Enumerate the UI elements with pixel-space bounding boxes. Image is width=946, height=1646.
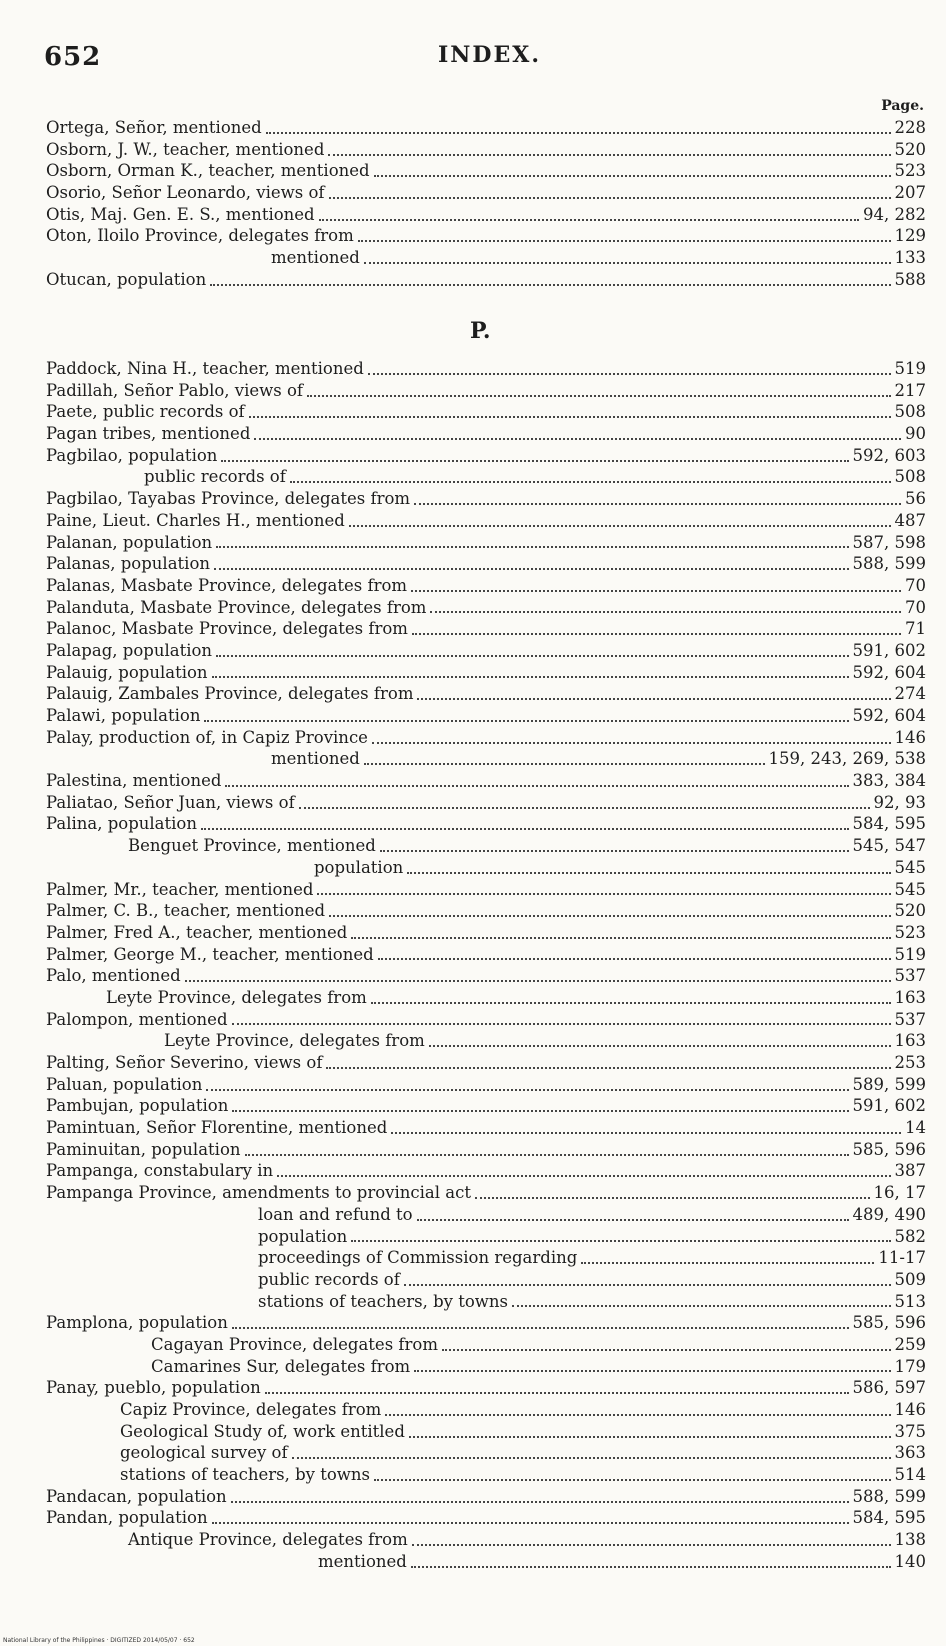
dot-leader xyxy=(214,568,849,570)
entry-pages: 253 xyxy=(894,1053,926,1072)
dot-leader xyxy=(290,481,891,483)
section-letter: P. xyxy=(470,318,491,344)
index-entry xyxy=(46,901,926,923)
entry-term: Palmer, Fred A., teacher, mentioned xyxy=(46,922,348,942)
index-entry xyxy=(46,1053,926,1075)
entry-pages: 584, 595 xyxy=(852,814,926,834)
dot-leader xyxy=(411,1566,891,1568)
index-entry xyxy=(46,836,926,858)
dot-leader xyxy=(326,1067,890,1069)
footer-stamp: National Library of the Philippines · DIGITIZED 2014/05/07 · 652 xyxy=(3,1637,195,1644)
entry-term: stations of teachers, by towns xyxy=(258,1291,509,1311)
index-entry xyxy=(46,814,926,836)
entry-pages: 129 xyxy=(894,226,926,246)
dot-leader xyxy=(216,546,848,548)
entry-pages: 375 xyxy=(894,1421,926,1441)
dot-leader xyxy=(380,850,849,852)
index-entry xyxy=(46,771,926,793)
index-entry xyxy=(46,533,926,555)
dot-leader xyxy=(299,807,870,809)
entry-pages: 513 xyxy=(894,1291,926,1311)
index-entry xyxy=(46,161,926,183)
dot-leader xyxy=(249,416,891,418)
index-entry xyxy=(46,467,926,489)
entry-term: Palina, population xyxy=(46,814,197,834)
entry-term: Benguet Province, mentioned xyxy=(128,836,376,856)
index-entry xyxy=(46,554,926,576)
page-number: 652 xyxy=(44,42,102,72)
index-entry xyxy=(46,728,926,750)
index-entry xyxy=(46,684,926,706)
index-entry xyxy=(46,489,926,511)
dot-leader xyxy=(371,1002,891,1004)
index-entry xyxy=(46,1031,926,1053)
entry-term: Paete, public records of xyxy=(46,402,245,422)
dot-leader xyxy=(292,1457,891,1459)
entry-term: proceedings of Commission regarding xyxy=(258,1248,578,1268)
entry-term: Palmer, Mr., teacher, mentioned xyxy=(46,879,314,899)
entry-pages: 592, 603 xyxy=(852,445,926,465)
entry-pages: 591, 602 xyxy=(852,1096,926,1116)
index-entry xyxy=(46,1270,926,1292)
entry-pages: 582 xyxy=(894,1226,926,1246)
dot-leader xyxy=(364,262,891,264)
index-entry xyxy=(46,1183,926,1205)
entry-pages: 146 xyxy=(894,1400,926,1419)
dot-leader xyxy=(374,1479,890,1481)
entry-pages: 259 xyxy=(894,1334,926,1354)
dot-leader xyxy=(411,590,901,592)
index-entry xyxy=(46,446,926,468)
entry-pages: 70 xyxy=(905,575,926,595)
entry-term: Padillah, Señor Pablo, views of xyxy=(46,380,304,400)
entry-pages: 217 xyxy=(894,380,926,400)
dot-leader xyxy=(212,676,849,678)
entry-term: Palting, Señor Severino, views of xyxy=(46,1053,323,1072)
index-entry xyxy=(46,1335,926,1357)
entry-term: Palay, production of, in Capiz Province xyxy=(46,727,368,747)
dot-leader xyxy=(442,1349,891,1351)
entry-pages: 228 xyxy=(894,118,926,137)
dot-leader xyxy=(329,915,890,917)
dot-leader xyxy=(414,503,901,505)
dot-leader xyxy=(185,980,891,982)
index-entry xyxy=(46,511,926,533)
dot-leader xyxy=(351,937,890,939)
entry-term: Oton, Iloilo Province, delegates from xyxy=(46,226,354,246)
index-entry xyxy=(46,1010,926,1032)
dot-leader xyxy=(412,633,901,635)
entry-term: Pampanga Province, amendments to provincial act xyxy=(46,1183,471,1203)
index-entry xyxy=(46,880,926,902)
index-entry xyxy=(46,359,926,381)
index-entry xyxy=(46,1422,926,1444)
entry-pages: 545 xyxy=(894,857,926,877)
index-entry xyxy=(46,1357,926,1379)
index-entry xyxy=(46,641,926,663)
entry-term: Pagan tribes, mentioned xyxy=(46,424,251,444)
entry-term: Capiz Province, delegates from xyxy=(120,1400,382,1419)
dot-leader xyxy=(201,828,849,830)
entry-term: Pagbilao, Tayabas Province, delegates from xyxy=(46,489,411,509)
entry-term: Paliatao, Señor Juan, views of xyxy=(46,792,295,812)
index-entry xyxy=(46,270,926,292)
entry-pages: 274 xyxy=(894,684,926,704)
dot-leader xyxy=(266,132,891,134)
entry-pages: 520 xyxy=(894,139,926,159)
entry-term: Otucan, population xyxy=(46,269,207,289)
index-entry xyxy=(46,1508,926,1530)
index-entry xyxy=(46,1313,926,1335)
index-entry xyxy=(46,749,926,771)
entry-pages: 584, 595 xyxy=(852,1508,926,1528)
entry-pages: 71 xyxy=(905,619,926,639)
entry-term: Pandan, population xyxy=(46,1508,208,1528)
dot-leader xyxy=(372,742,891,744)
index-entry xyxy=(46,1292,926,1314)
entry-term: Palmer, George M., teacher, mentioned xyxy=(46,944,374,964)
dot-leader xyxy=(216,655,848,657)
index-entry xyxy=(46,793,926,815)
index-entry xyxy=(46,118,926,140)
entry-term: mentioned xyxy=(318,1551,407,1571)
entry-term: Pandacan, population xyxy=(46,1486,227,1506)
dot-leader xyxy=(349,525,891,527)
entry-term: Camarines Sur, delegates from xyxy=(151,1356,411,1376)
dot-leader xyxy=(329,197,891,199)
entry-term: Pagbilao, population xyxy=(46,445,218,465)
entry-term: Paddock, Nina H., teacher, mentioned xyxy=(46,359,364,378)
entry-pages: 159, 243, 269, 538 xyxy=(768,749,926,769)
entry-term: Geological Study of, work entitled xyxy=(120,1421,405,1441)
entry-term: Pampanga, constabulary in xyxy=(46,1161,274,1181)
dot-leader xyxy=(232,1327,849,1329)
entry-term: Osborn, Orman K., teacher, mentioned xyxy=(46,161,370,181)
index-entry xyxy=(46,1096,926,1118)
index-entry xyxy=(46,598,926,620)
entry-term: Palo, mentioned xyxy=(46,966,181,986)
index-entry xyxy=(46,1530,926,1552)
entry-pages: 523 xyxy=(894,922,926,942)
dot-leader xyxy=(368,373,891,375)
entry-term: Paminuitan, population xyxy=(46,1139,241,1159)
dot-leader xyxy=(407,872,890,874)
entry-pages: 70 xyxy=(905,597,926,617)
dot-leader xyxy=(307,395,890,397)
entry-pages: 138 xyxy=(894,1530,926,1550)
entry-term: Cagayan Province, delegates from xyxy=(151,1334,438,1354)
index-entry xyxy=(46,923,926,945)
index-entry xyxy=(46,945,926,967)
entry-pages: 508 xyxy=(894,402,926,422)
entry-pages: 383, 384 xyxy=(852,771,926,791)
dot-leader xyxy=(409,1436,891,1438)
entry-pages: 94, 282 xyxy=(863,204,926,224)
entry-term: Palanas, population xyxy=(46,554,211,574)
entry-term: Palanan, population xyxy=(46,532,213,552)
entry-pages: 133 xyxy=(894,248,926,268)
entry-pages: 489, 490 xyxy=(852,1204,926,1224)
entry-pages: 537 xyxy=(894,966,926,986)
entry-term: Palawi, population xyxy=(46,706,201,725)
index-entry xyxy=(46,424,926,446)
entry-pages: 591, 602 xyxy=(852,640,926,660)
entry-term: Leyte Province, delegates from xyxy=(164,1031,425,1051)
page-title: INDEX. xyxy=(438,42,541,68)
entry-term: Osborn, J. W., teacher, mentioned xyxy=(46,139,325,159)
index-entry xyxy=(46,966,926,988)
dot-leader xyxy=(206,1089,848,1091)
entry-pages: 537 xyxy=(894,1009,926,1029)
index-entry xyxy=(46,1465,926,1487)
index-block-p xyxy=(46,359,926,1574)
entry-pages: 545, 547 xyxy=(852,836,926,856)
entry-pages: 14 xyxy=(905,1118,926,1138)
entry-pages: 509 xyxy=(894,1269,926,1289)
index-entry xyxy=(46,1205,926,1227)
entry-pages: 592, 604 xyxy=(852,662,926,682)
entry-term: public records of xyxy=(258,1269,400,1289)
entry-pages: 523 xyxy=(894,161,926,181)
entry-pages: 387 xyxy=(894,1161,926,1181)
entry-pages: 519 xyxy=(894,944,926,964)
entry-term: Pamintuan, Señor Florentine, mentioned xyxy=(46,1118,388,1138)
entry-pages: 585, 596 xyxy=(852,1139,926,1159)
index-entry xyxy=(46,1378,926,1400)
entry-term: loan and refund to xyxy=(258,1204,413,1224)
entry-pages: 585, 596 xyxy=(852,1313,926,1333)
dot-leader xyxy=(581,1262,874,1264)
index-entry xyxy=(46,706,926,728)
entry-term: Palapag, population xyxy=(46,640,213,660)
entry-pages: 56 xyxy=(905,489,926,509)
entry-pages: 90 xyxy=(905,424,926,444)
dot-leader xyxy=(414,1370,890,1372)
entry-pages: 514 xyxy=(894,1465,926,1485)
entry-term: Palestina, mentioned xyxy=(46,771,222,791)
dot-leader xyxy=(317,893,890,895)
entry-pages: 588 xyxy=(894,269,926,289)
dot-leader xyxy=(385,1414,890,1416)
dot-leader xyxy=(351,1240,890,1242)
entry-term: Palauig, population xyxy=(46,662,208,682)
entry-term: Palanduta, Masbate Province, delegates from xyxy=(46,597,427,617)
entry-term: Ortega, Señor, mentioned xyxy=(46,118,262,137)
index-entry xyxy=(46,1552,926,1574)
dot-leader xyxy=(374,175,891,177)
entry-pages: 207 xyxy=(894,183,926,203)
entry-term: Leyte Province, delegates from xyxy=(106,987,367,1007)
dot-leader xyxy=(204,720,848,722)
entry-term: Palanas, Masbate Province, delegates from xyxy=(46,575,408,595)
index-entry xyxy=(46,1140,926,1162)
dot-leader xyxy=(265,1392,849,1394)
index-entry xyxy=(46,248,926,270)
entry-pages: 588, 599 xyxy=(852,1486,926,1506)
index-entry xyxy=(46,183,926,205)
dot-leader xyxy=(254,438,901,440)
dot-leader xyxy=(245,1154,849,1156)
index-entry xyxy=(46,1075,926,1097)
entry-pages: 16, 17 xyxy=(873,1183,926,1203)
index-entry xyxy=(46,1118,926,1140)
entry-term: population xyxy=(314,857,404,877)
index-entry xyxy=(46,1487,926,1509)
dot-leader xyxy=(231,1501,849,1503)
entry-pages: 163 xyxy=(894,987,926,1007)
entry-term: stations of teachers, by towns xyxy=(120,1465,371,1485)
entry-pages: 163 xyxy=(894,1031,926,1051)
entry-pages: 146 xyxy=(894,727,926,747)
dot-leader xyxy=(417,698,890,700)
index-entry xyxy=(46,381,926,403)
entry-pages: 587, 598 xyxy=(852,532,926,552)
dot-leader xyxy=(475,1197,870,1199)
entry-pages: 140 xyxy=(894,1551,926,1571)
entry-term: mentioned xyxy=(271,248,360,268)
entry-term: Osorio, Señor Leonardo, views of xyxy=(46,183,325,203)
index-entry xyxy=(46,1227,926,1249)
entry-term: Paluan, population xyxy=(46,1074,203,1094)
dot-leader xyxy=(412,1544,891,1546)
index-entry xyxy=(46,1443,926,1465)
dot-leader xyxy=(225,785,848,787)
entry-term: Palanoc, Masbate Province, delegates from xyxy=(46,619,408,639)
dot-leader xyxy=(232,1110,848,1112)
index-entry xyxy=(46,1400,926,1422)
dot-leader xyxy=(212,1522,849,1524)
index-entry xyxy=(46,663,926,685)
dot-leader xyxy=(277,1175,890,1177)
index-entry xyxy=(46,619,926,641)
entry-term: Panay, pueblo, population xyxy=(46,1378,261,1398)
dot-leader xyxy=(364,763,765,765)
entry-term: public records of xyxy=(144,467,286,487)
index-entry xyxy=(46,205,926,227)
dot-leader xyxy=(328,154,890,156)
entry-pages: 589, 599 xyxy=(852,1074,926,1094)
dot-leader xyxy=(512,1305,890,1307)
entry-pages: 520 xyxy=(894,901,926,921)
dot-leader xyxy=(429,1045,891,1047)
entry-term: Palauig, Zambales Province, delegates from xyxy=(46,684,414,704)
index-entry xyxy=(46,1248,926,1270)
entry-term: Pamplona, population xyxy=(46,1313,228,1333)
index-entry xyxy=(46,988,926,1010)
dot-leader xyxy=(378,958,891,960)
page-column-label: Page. xyxy=(881,98,924,114)
entry-term: Otis, Maj. Gen. E. S., mentioned xyxy=(46,204,315,224)
index-entry xyxy=(46,1161,926,1183)
entry-term: Palmer, C. B., teacher, mentioned xyxy=(46,901,326,921)
entry-pages: 11-17 xyxy=(878,1248,926,1268)
dot-leader xyxy=(404,1284,891,1286)
dot-leader xyxy=(358,240,891,242)
entry-pages: 545 xyxy=(894,879,926,899)
dot-leader xyxy=(232,1023,891,1025)
dot-leader xyxy=(417,1219,849,1221)
entry-pages: 508 xyxy=(894,467,926,487)
index-entry xyxy=(46,576,926,598)
entry-term: population xyxy=(258,1226,348,1246)
entry-term: geological survey of xyxy=(120,1443,288,1463)
entry-pages: 519 xyxy=(894,359,926,378)
dot-leader xyxy=(210,284,890,286)
entry-term: Pambujan, population xyxy=(46,1096,229,1116)
index-entry xyxy=(46,226,926,248)
entry-pages: 487 xyxy=(894,510,926,530)
entry-pages: 363 xyxy=(894,1443,926,1463)
entry-term: Palompon, mentioned xyxy=(46,1009,228,1029)
index-block-o xyxy=(46,118,926,292)
dot-leader xyxy=(319,219,859,221)
entry-term: mentioned xyxy=(271,749,360,769)
index-entry xyxy=(46,402,926,424)
entry-pages: 179 xyxy=(894,1356,926,1376)
entry-pages: 588, 599 xyxy=(852,554,926,574)
entry-term: Paine, Lieut. Charles H., mentioned xyxy=(46,510,345,530)
entry-pages: 592, 604 xyxy=(852,706,926,725)
dot-leader xyxy=(391,1132,901,1134)
dot-leader xyxy=(430,611,901,613)
dot-leader xyxy=(221,460,848,462)
entry-pages: 586, 597 xyxy=(852,1378,926,1398)
index-entry xyxy=(46,858,926,880)
entry-pages: 92, 93 xyxy=(873,792,926,812)
entry-term: Antique Province, delegates from xyxy=(128,1530,408,1550)
index-entry xyxy=(46,140,926,162)
